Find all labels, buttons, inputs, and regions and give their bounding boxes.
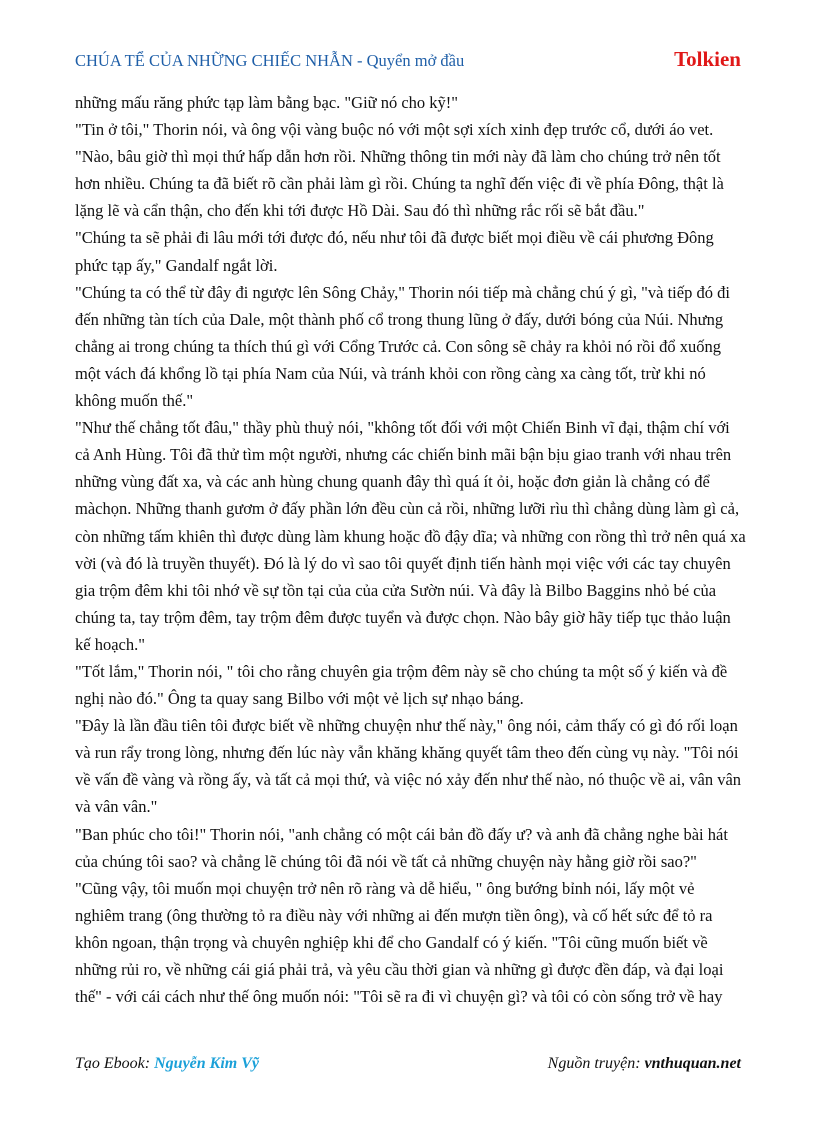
body-text xyxy=(75,89,747,1010)
header-book-title: CHÚA TỂ CỦA NHỮNG CHIẾC NHẪN - Quyển mở đầu xyxy=(75,51,465,70)
footer-ebook-separator: : xyxy=(144,1055,155,1072)
paragraph: "Chúng ta sẽ phải đi lâu mới tới được đó, nếu như tôi đã được biết mọi điều về cái phương Đông phức tạp ấy," Gandalf ngắt lời. xyxy=(75,228,714,275)
paragraph: "Nào, bâu giờ thì mọi thứ hấp dẫn hơn rồi. Những thông tin mới này đã làm cho chúng trở nên tốt hơn nhiều. Chúng ta đã biết rõ cần phải làm gì rồi. Chúng ta nghĩ đến việc đi về phía Đông, thật là lặng lẽ và cẩn thận, cho đến khi tới được Hồ Dài. Sau đó thì những rắc rối sẽ bắt đầu." xyxy=(75,147,724,221)
paragraph: những mấu răng phức tạp làm bằng bạc. "Giữ nó cho kỹ!" xyxy=(75,93,459,112)
paragraph: "Cũng vậy, tôi muốn mọi chuyện trở nên rõ ràng và dễ hiểu, " ông bướng bỉnh nói, lấy một vẻ nghiêm trang (ông thường tỏ ra điều này với những ai đến mượn tiền ông), và cố hết sức để tỏ ra khôn ngoan, thận trọng và chuyên nghiệp khi để cho Gandalf có ý kiến. "Tôi cũng muốn biết về những rủi ro, về những cái giá phải trả, và yêu cầu thời gian và những gì được đền đáp, và đại loại thế" - với cái cách như thế ông muốn nói: "Tôi sẽ ra đi vì chuyện gì? và tôi có còn sống trở về hay xyxy=(75,878,724,1007)
paragraph: "Đây là lần đầu tiên tôi được biết về những chuyện như thế này," ông nói, cảm thấy có gì đó rối loạn và run rẩy trong lòng, nhưng đến lúc này vẫn khăng khăng quyết tâm theo đến cùng vụ này. "Tôi nói về vấn đề vàng và rồng ấy, và tất cả mọi thứ, và việc nó xảy đến như thế nào, nó thuộc về ai, vân vân và vân vân." xyxy=(75,716,742,817)
footer-ebook-credit xyxy=(75,1055,259,1073)
footer-source-separator: : xyxy=(635,1055,645,1072)
paragraph: "Tốt lắm," Thorin nói, " tôi cho rằng chuyên gia trộm đêm này sẽ cho chúng ta một số ý kiến và đề nghị nào đó." Ông ta quay sang Bilbo với một vẻ lịch sự nhạo báng. xyxy=(75,661,728,709)
header-author: Tolkien xyxy=(674,47,741,71)
footer-ebook-label: Tạo Ebook xyxy=(75,1055,145,1072)
paragraph: "Chúng ta có thể từ đây đi ngược lên Sông Chảy," Thorin nói tiếp mà chẳng chú ý gì, "và tiếp đó đi đến những tàn tích của Dale, một thành phố cổ trong thung lũng ở đấy, dưới bóng của Núi. Nhưng chẳng ai trong chúng ta thích thú gì với Cổng Trước cả. Con sông sẽ chảy ra khỏi nó rồi đổ xuống một vách đá khổng lồ tại phía Nam của Núi, và tránh khỏi con rồng càng xa càng tốt, trừ khi nó không muốn thế." xyxy=(75,282,730,411)
footer-source-site: vnthuquan.net xyxy=(644,1055,741,1072)
paragraph: "Như thế chẳng tốt đâu," thầy phù thuỷ nói, "không tốt đối với một Chiến Binh vĩ đại, thậm chí với cả Anh Hùng. Tôi đã thử tìm một người, nhưng các chiến binh mãi bận bịu giao tranh với nhau trên những vùng đất xa, và các anh hùng chung quanh đây thì quá ít ỏi, hoặc đơn giản là chẳng có để màchọn. Những thanh gươm ở đấy phần lớn đều cùn cả rồi, những lưỡi rìu thì chẳng dùng làm gì cả, còn những tấm khiên thì được dùng làm khung hoặc đồ đậy dĩa; và những con rồng thì trở nên quá xa vời (và đó là truyền thuyết). Đó là lý do vì sao tôi quyết định tiến hành mọi việc với các tay chuyên gia trộm đêm khi tôi nhớ về sự tồn tại của của cửa Sườn núi. Và đây là Bilbo Baggins nhỏ bé của chúng ta, tay trộm đêm, tay trộm đêm được tuyển và được chọn. Nào bây giờ hãy tiếp tục thảo luận kế hoạch." xyxy=(75,418,746,654)
footer-source-label: Nguồn truyện xyxy=(547,1055,636,1072)
paragraph: "Tin ở tôi," Thorin nói, và ông vội vàng buộc nó với một sợi xích xinh đẹp trước cổ, dưới áo vet. xyxy=(75,120,714,140)
footer-ebook-author: Nguyễn Kim Vỹ xyxy=(154,1055,259,1072)
footer-source-credit xyxy=(548,1055,741,1073)
paragraph: "Ban phúc cho tôi!" Thorin nói, "anh chẳng có một cái bản đồ đấy ư? và anh đã chẳng nghe bài hát của chúng tôi sao? và chẳng lẽ chúng tôi đã nói về tất cả những chuyện này hằng giờ rồi sao?" xyxy=(75,824,728,871)
